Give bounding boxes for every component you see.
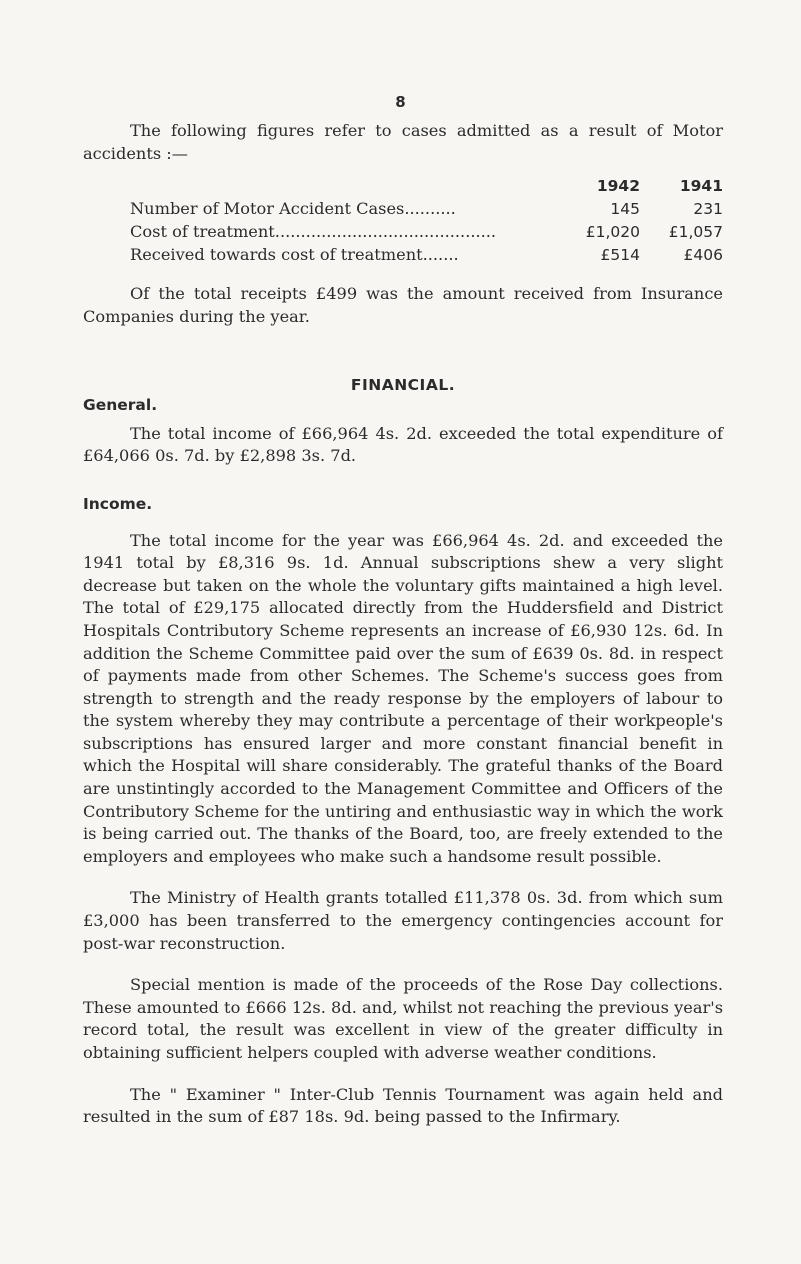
page-content [83,120,723,1129]
row-label: Cost of treatment........................................... [130,221,497,241]
value-1941: £1,057 [668,222,723,241]
table-header-row [83,175,723,198]
tennis-tournament-paragraph: The " Examiner " Inter-Club Tennis Tournament was again held and resulted in the sum of £87 18s. 9d. being passed to the Infirmary. [83,1084,723,1127]
general-paragraph: The total income of £66,964 4s. 2d. exceeded the total expenditure of £64,066 0s. 7d. by £2,898 3s. 7d. [83,423,723,466]
value-1941: £406 [683,245,723,264]
rose-day-paragraph: Special mention is made of the proceeds of the Rose Day collections. These amounted to £666 12s. 8d. and, whilst not reaching the previous year's record total, the result was excellent in view of the greater difficulty in obtaining sufficient helpers coupled with adverse weather conditions. [83,975,723,1062]
ministry-grants-paragraph: The Ministry of Health grants totalled £11,378 0s. 3d. from which sum £3,000 has been transferred to the emergency contingencies account for post-war reconstruction. [83,888,723,953]
table-row [83,221,723,244]
row-label: Received towards cost of treatment....... [130,244,459,264]
row-label: Number of Motor Accident Cases.......... [130,198,456,218]
value-1941: 231 [693,199,723,218]
page-number: 8 [395,93,406,111]
year-1942-header: 1942 [596,177,640,196]
general-heading: General. [83,396,158,415]
motor-accident-table [83,175,723,266]
financial-heading: FINANCIAL. [350,375,456,394]
value-1942: £1,020 [585,222,640,241]
income-heading: Income. [83,494,153,513]
table-row [83,244,723,267]
value-1942: £514 [600,245,640,264]
year-1941-header: 1941 [679,177,723,196]
table-row [83,198,723,221]
income-paragraph: The total income for the year was £66,964 4s. 2d. and exceeded the 1941 total by £8,316 9s. 1d. Annual subscriptions shew a very slight decrease but taken on the whole the voluntary gifts maintained a high level. The total of £29,175 allocated directly from the Huddersfield and District Hospitals Contributory Scheme represents an increase of £6,930 12s. 6d. In addition the Scheme Committee paid over the sum of £639 0s. 8d. in respect of payments made from other Schemes. The Scheme's success goes from strength to strength and the ready response by the employers of labour to the system whereby they may contribute a percentage of their workpeople's subscriptions has ensured larger and more constant financial benefit in which the Hospital will share considerably. The grateful thanks of the Board are unstintingly accorded to the Management Committee and Officers of the Contributory Scheme for the untiring and enthusiastic way in which the work is being carried out. The thanks of the Board, too, are freely extended to the employers and employees who make such a handsome result possible. [83,530,723,866]
receipts-note: Of the total receipts £499 was the amount received from Insurance Companies during the year. [83,284,723,326]
value-1942: 145 [610,199,640,218]
motor-accidents-intro: The following figures refer to cases admitted as a result of Motor accidents :— [83,121,723,163]
